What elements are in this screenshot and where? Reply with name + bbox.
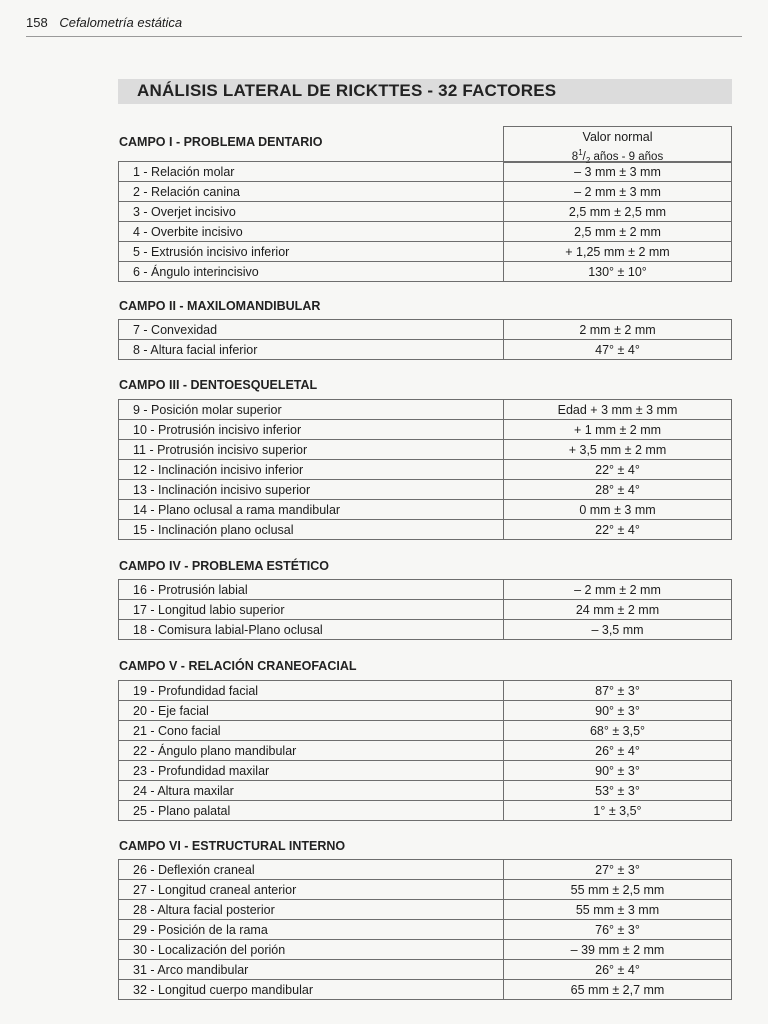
normal-value: 28° ± 4° [504, 480, 732, 500]
factor-name: 21 - Cono facial [119, 721, 504, 741]
factors-table [118, 319, 732, 360]
factor-name: 9 - Posición molar superior [119, 400, 504, 420]
table-row [119, 320, 732, 340]
section-title: CAMPO I - PROBLEMA DENTARIO [119, 135, 323, 149]
normal-value: 130° ± 10° [504, 262, 732, 282]
normal-value: – 2 mm ± 2 mm [504, 580, 732, 600]
table-row [119, 202, 732, 222]
normal-value: 90° ± 3° [504, 761, 732, 781]
normal-value: 2,5 mm ± 2 mm [504, 222, 732, 242]
normal-value: 65 mm ± 2,7 mm [504, 980, 732, 1000]
factors-table [118, 579, 732, 640]
running-title: Cefalometría estática [59, 15, 183, 30]
factors-table [118, 399, 732, 540]
factors-table [118, 161, 732, 282]
section-title: CAMPO VI - ESTRUCTURAL INTERNO [119, 839, 346, 853]
section-title: CAMPO III - DENTOESQUELETAL [119, 378, 318, 392]
normal-value: 0 mm ± 3 mm [504, 500, 732, 520]
normal-value: – 3,5 mm [504, 620, 732, 640]
table-row [119, 940, 732, 960]
normal-value: 90° ± 3° [504, 701, 732, 721]
table-row [119, 400, 732, 420]
normal-value-header [503, 126, 732, 166]
running-header [26, 14, 742, 37]
normal-value: – 3 mm ± 3 mm [504, 162, 732, 182]
normal-value: + 3,5 mm ± 2 mm [504, 440, 732, 460]
normal-value: 24 mm ± 2 mm [504, 600, 732, 620]
table-row [119, 600, 732, 620]
factor-name: 14 - Plano oclusal a rama mandibular [119, 500, 504, 520]
normal-value: 87° ± 3° [504, 681, 732, 701]
table-row [119, 580, 732, 600]
section-title: CAMPO V - RELACIÓN CRANEOFACIAL [119, 659, 357, 673]
normal-value: 55 mm ± 2,5 mm [504, 880, 732, 900]
table-row [119, 620, 732, 640]
normal-value: 27° ± 3° [504, 860, 732, 880]
normal-value: 68° ± 3,5° [504, 721, 732, 741]
page-number: 158 [26, 15, 48, 30]
factor-name: 5 - Extrusión incisivo inferior [119, 242, 504, 262]
table-row [119, 860, 732, 880]
table-row [119, 801, 732, 821]
factors-table [118, 859, 732, 1000]
factor-name: 3 - Overjet incisivo [119, 202, 504, 222]
factor-name: 32 - Longitud cuerpo mandibular [119, 980, 504, 1000]
table-row [119, 340, 732, 360]
factor-name: 29 - Posición de la rama [119, 920, 504, 940]
normal-value: 55 mm ± 3 mm [504, 900, 732, 920]
table-row [119, 781, 732, 801]
factor-name: 28 - Altura facial posterior [119, 900, 504, 920]
table-row [119, 242, 732, 262]
table-row [119, 721, 732, 741]
normal-value: 1° ± 3,5° [504, 801, 732, 821]
table-row [119, 440, 732, 460]
page-title-band [118, 79, 732, 104]
table-row [119, 920, 732, 940]
section-title: CAMPO II - MAXILOMANDIBULAR [119, 299, 321, 313]
factor-name: 24 - Altura maxilar [119, 781, 504, 801]
table-row [119, 262, 732, 282]
normal-value: 26° ± 4° [504, 741, 732, 761]
factor-name: 27 - Longitud craneal anterior [119, 880, 504, 900]
table-row [119, 681, 732, 701]
normal-value: 26° ± 4° [504, 960, 732, 980]
normal-value: – 2 mm ± 3 mm [504, 182, 732, 202]
normal-value: 22° ± 4° [504, 460, 732, 480]
page-title: ANÁLISIS LATERAL DE RICKTTES - 32 FACTORES [137, 81, 557, 100]
factor-name: 22 - Ángulo plano mandibular [119, 741, 504, 761]
factor-name: 11 - Protrusión incisivo superior [119, 440, 504, 460]
factor-name: 1 - Relación molar [119, 162, 504, 182]
factor-name: 2 - Relación canina [119, 182, 504, 202]
normal-value: + 1 mm ± 2 mm [504, 420, 732, 440]
table-row [119, 741, 732, 761]
normal-value: 2,5 mm ± 2,5 mm [504, 202, 732, 222]
normal-value: 47° ± 4° [504, 340, 732, 360]
factor-name: 23 - Profundidad maxilar [119, 761, 504, 781]
normal-value: 53° ± 3° [504, 781, 732, 801]
table-row [119, 761, 732, 781]
factor-name: 31 - Arco mandibular [119, 960, 504, 980]
normal-value: 22° ± 4° [504, 520, 732, 540]
age-range-label: $8^1/_2$ años - 9 años [571, 148, 664, 166]
table-row [119, 880, 732, 900]
normal-value: 2 mm ± 2 mm [504, 320, 732, 340]
factor-name: 13 - Inclinación incisivo superior [119, 480, 504, 500]
table-row [119, 500, 732, 520]
normal-value: 76° ± 3° [504, 920, 732, 940]
factor-name: 10 - Protrusión incisivo inferior [119, 420, 504, 440]
table-row [119, 162, 732, 182]
normal-value: Edad + 3 mm ± 3 mm [504, 400, 732, 420]
factor-name: 20 - Eje facial [119, 701, 504, 721]
factor-name: 7 - Convexidad [119, 320, 504, 340]
factor-name: 25 - Plano palatal [119, 801, 504, 821]
factor-name: 19 - Profundidad facial [119, 681, 504, 701]
factor-name: 17 - Longitud labio superior [119, 600, 504, 620]
table-row [119, 460, 732, 480]
normal-value-label: Valor normal [582, 130, 653, 144]
normal-value: + 1,25 mm ± 2 mm [504, 242, 732, 262]
factor-name: 16 - Protrusión labial [119, 580, 504, 600]
factor-name: 26 - Deflexión craneal [119, 860, 504, 880]
factor-name: 4 - Overbite incisivo [119, 222, 504, 242]
table-row [119, 980, 732, 1000]
factor-name: 12 - Inclinación incisivo inferior [119, 460, 504, 480]
table-row [119, 701, 732, 721]
factor-name: 6 - Ángulo interincisivo [119, 262, 504, 282]
table-row [119, 520, 732, 540]
table-row [119, 222, 732, 242]
normal-value: – 39 mm ± 2 mm [504, 940, 732, 960]
table-row [119, 182, 732, 202]
table-row [119, 420, 732, 440]
factor-name: 8 - Altura facial inferior [119, 340, 504, 360]
factor-name: 18 - Comisura labial-Plano oclusal [119, 620, 504, 640]
table-row [119, 900, 732, 920]
factors-table [118, 680, 732, 821]
table-row [119, 480, 732, 500]
section-title: CAMPO IV - PROBLEMA ESTÉTICO [119, 559, 329, 573]
factor-name: 15 - Inclinación plano oclusal [119, 520, 504, 540]
table-row [119, 960, 732, 980]
factor-name: 30 - Localización del porión [119, 940, 504, 960]
